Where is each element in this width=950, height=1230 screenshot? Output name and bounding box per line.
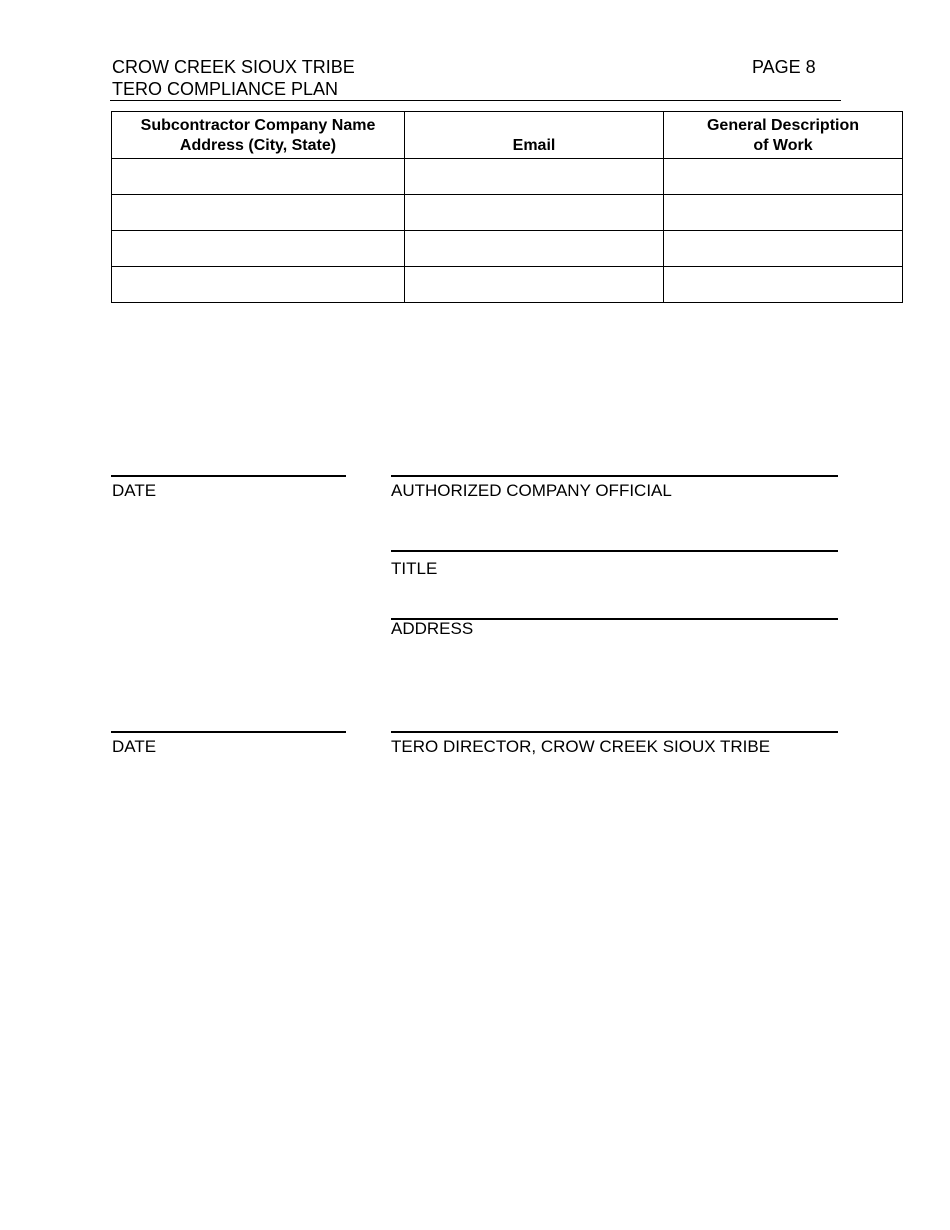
org-name: CROW CREEK SIOUX TRIBE bbox=[112, 57, 355, 77]
column-header-description: General Description of Work bbox=[664, 112, 903, 159]
table-row bbox=[112, 267, 903, 303]
director-date-signature-line[interactable] bbox=[111, 731, 346, 733]
table-cell-company[interactable] bbox=[112, 195, 405, 231]
table-cell-description[interactable] bbox=[664, 231, 903, 267]
date-label: DATE bbox=[112, 481, 157, 500]
plan-title: TERO COMPLIANCE PLAN bbox=[112, 79, 339, 99]
table-cell-description[interactable] bbox=[664, 267, 903, 303]
date-signature-line[interactable] bbox=[111, 475, 346, 477]
director-signature-line[interactable] bbox=[391, 731, 838, 733]
table-cell-company[interactable] bbox=[112, 231, 405, 267]
table-cell-company[interactable] bbox=[112, 267, 405, 303]
table-cell-email[interactable] bbox=[405, 195, 664, 231]
title-label: TITLE bbox=[391, 559, 438, 578]
official-label: AUTHORIZED COMPANY OFFICIAL bbox=[391, 481, 672, 500]
official-signature-line[interactable] bbox=[391, 475, 838, 477]
table-header-row bbox=[112, 112, 903, 159]
column-header-email: Email bbox=[405, 112, 664, 159]
table-cell-description[interactable] bbox=[664, 195, 903, 231]
page-number: PAGE 8 bbox=[752, 57, 816, 77]
document-header bbox=[112, 56, 355, 100]
table-row bbox=[112, 231, 903, 267]
table-cell-email[interactable] bbox=[405, 159, 664, 195]
table-row bbox=[112, 195, 903, 231]
director-label: TERO DIRECTOR, CROW CREEK SIOUX TRIBE bbox=[391, 737, 771, 756]
column-header-company: Subcontractor Company Name Address (City, State) bbox=[112, 112, 405, 159]
table-row bbox=[112, 159, 903, 195]
table-cell-company[interactable] bbox=[112, 159, 405, 195]
title-signature-line[interactable] bbox=[391, 550, 838, 552]
table-cell-email[interactable] bbox=[405, 231, 664, 267]
subcontractor-table bbox=[111, 111, 903, 303]
address-label: ADDRESS bbox=[391, 619, 474, 638]
table-cell-description[interactable] bbox=[664, 159, 903, 195]
header-divider bbox=[110, 100, 841, 101]
table-cell-email[interactable] bbox=[405, 267, 664, 303]
director-date-label: DATE bbox=[112, 737, 157, 756]
